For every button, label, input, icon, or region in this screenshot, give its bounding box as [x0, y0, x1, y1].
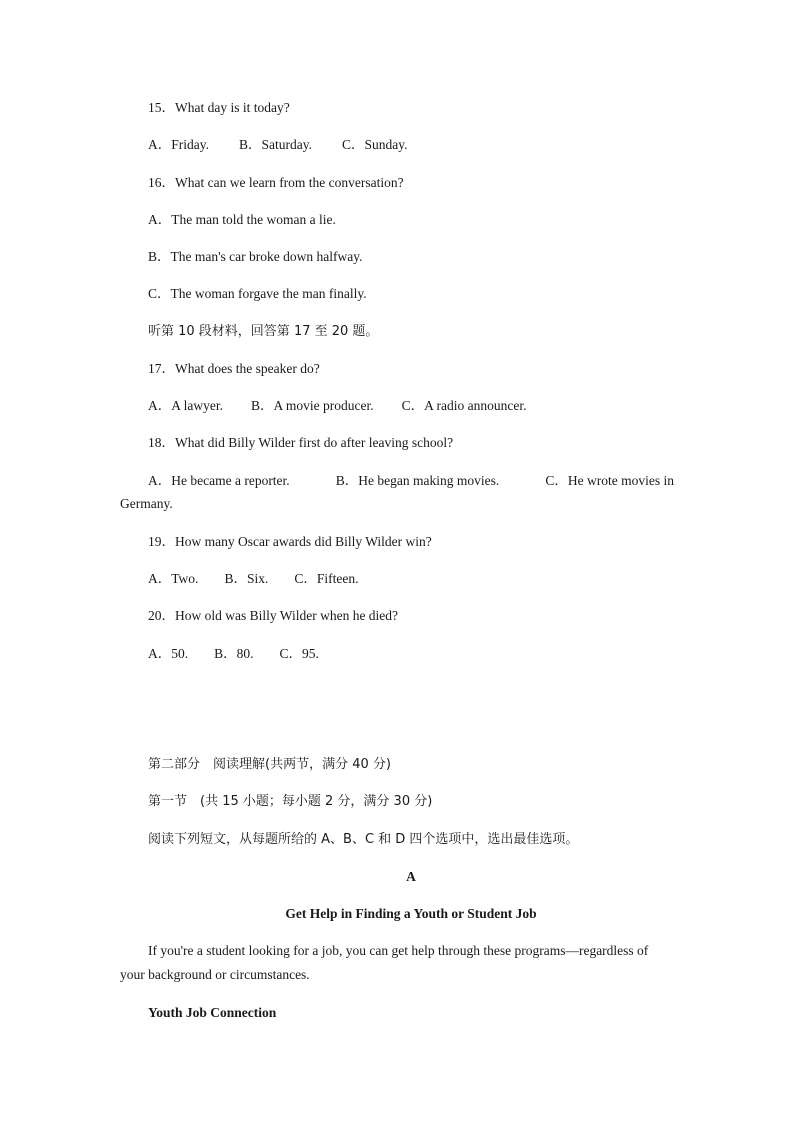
question-17: 17．What does the speaker do?	[148, 361, 320, 376]
option-c: C．Sunday.	[342, 137, 408, 152]
passage-letter: A	[406, 869, 416, 884]
option-c: C．He wrote movies in	[545, 473, 674, 488]
question-15-options	[148, 136, 408, 154]
question-20: 20．How old was Billy Wilder when he died?	[148, 608, 399, 623]
paragraph-text: If you're a student looking for a job, you can get help through these programs—regardless of	[148, 943, 649, 958]
option-b: B．Saturday.	[239, 137, 312, 152]
option-b: B．The man's car broke down halfway.	[148, 249, 363, 264]
option-b: B．Six.	[224, 571, 269, 586]
option-a: A．A lawyer.	[148, 398, 223, 413]
paragraph-line: your background or circumstances.	[120, 967, 310, 982]
option-a: A．Two.	[148, 571, 199, 586]
question-16: 16．What can we learn from the conversation?	[148, 175, 404, 190]
reading-instruction: 阅读下列短文，从每题所给的 A、B、C 和 D 四个选项中，选出最佳选项。	[148, 832, 579, 847]
section-heading: 第一节 (共 15 小题；每小题 2 分，满分 30 分)	[148, 794, 433, 809]
question-20-options	[148, 645, 319, 663]
option-b: B．80.	[214, 646, 254, 661]
question-19: 19．How many Oscar awards did Billy Wilder win?	[148, 534, 432, 549]
option-continuation: Germany.	[120, 496, 173, 511]
option-a: A．The man told the woman a lie.	[148, 212, 336, 227]
question-17-options	[148, 397, 526, 415]
option-b: B．He began making movies.	[335, 473, 500, 488]
option-a: A．50.	[148, 646, 189, 661]
option-c: C．A radio announcer.	[401, 398, 527, 413]
question-18-options	[148, 472, 674, 490]
subheading: Youth Job Connection	[148, 1005, 277, 1020]
passage-title: Get Help in Finding a Youth or Student Job	[285, 906, 537, 921]
question-18: 18．What did Billy Wilder first do after leaving school?	[148, 435, 454, 450]
option-b: B．A movie producer.	[251, 398, 374, 413]
option-c: C．The woman forgave the man finally.	[148, 286, 367, 301]
option-a: A．He became a reporter.	[148, 473, 290, 488]
option-c: C．95.	[279, 646, 319, 661]
option-c: C．Fifteen.	[294, 571, 359, 586]
question-19-options	[148, 570, 358, 588]
option-a: A．Friday.	[148, 137, 209, 152]
part-heading: 第二部分 阅读理解(共两节，满分 40 分)	[148, 757, 391, 772]
question-15: 15．What day is it today?	[148, 100, 290, 115]
paragraph-line	[148, 942, 674, 960]
material-instruction: 听第 10 段材料，回答第 17 至 20 题。	[148, 324, 379, 339]
